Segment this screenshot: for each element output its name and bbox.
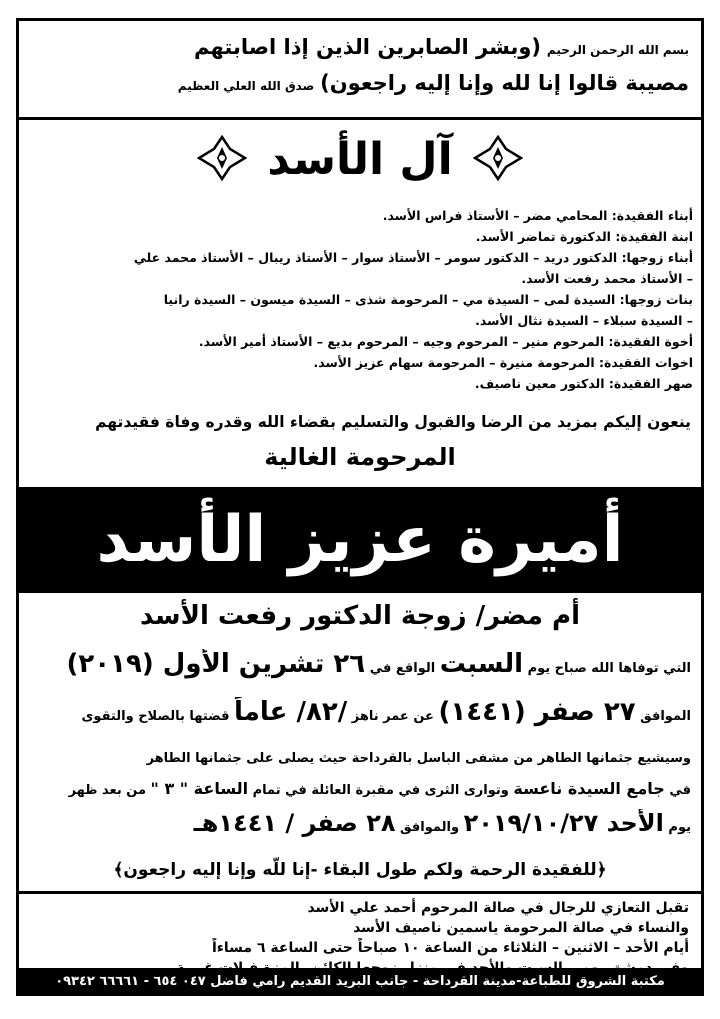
- verse-line-2: [31, 65, 689, 101]
- deceased-name-banner: [16, 487, 704, 593]
- burial-day-line: يوم الأحد ٢٠١٩/١٠/٢٧ والموافق ٢٨ صفر / ١٤٤١هـ: [193, 809, 691, 837]
- printer-footer: مكتبة الشروق للطباعة-مدينة القرداحة - جانب البريد القديم رامي فاضل ٠٤٧ ٦٥٤ - ٦٦٦٦١ ٠٩٣٤٢: [16, 968, 704, 996]
- burial-day: الأحد: [606, 809, 664, 837]
- verse-line-1: [31, 29, 689, 65]
- kin-row: بنات زوجها: السيدة لمى – السيدة مي – المرحومة شذى – السيدة ميسون – السيدة رانيا: [163, 292, 693, 307]
- women-hall: والنساء في صالة المرحومة ياسمين ناصيف الأسد: [353, 920, 689, 936]
- kin-row: – الأستاذ محمد رفعت الأسد.: [521, 271, 693, 286]
- men-hall: تقبل التعازي للرجال في صالة المرحوم أحمد علي الأسد: [307, 900, 689, 916]
- quran-verse-header: [31, 29, 689, 111]
- header-divider: [19, 117, 701, 120]
- mercy-line: ﴿للفقيدة الرحمة ولكم طول البقاء -إنا للّه وإنا إليه راجعون﴾: [113, 860, 607, 880]
- death-date-line: التي توفاها الله صباح يوم السبت الواقع في ٢٦ تشرين الأول (٢٠١٩): [66, 649, 691, 679]
- family-name: آل الأسد: [267, 134, 453, 185]
- burial-hijri: ٢٨ صفر / ١٤٤١هـ: [193, 809, 396, 837]
- kin-row: أخوة الفقيدة: المرحوم منير – المرحوم وجيه – المرحوم بديع – الأستاذ أمير الأسد.: [198, 334, 693, 349]
- hijri-date: ٢٧ صفر (١٤٤١): [438, 697, 636, 727]
- death-day: السبت: [439, 649, 524, 679]
- kin-row: صهر الفقيدة: الدكتور معين ناصيف.: [474, 376, 693, 391]
- burial-hour: الساعة " ٣ ": [150, 779, 249, 798]
- funeral-line-2: في جامع السيدة ناعسة وتوارى الثرى في مقبرة العائلة في تمام الساعة " ٣ " من بعد ظهر: [68, 779, 691, 798]
- burial-date: ٢٠١٩/١٠/٢٧: [463, 809, 607, 837]
- kin-row: – السيدة سبلاء – السيدة نثال الأسد.: [475, 313, 693, 328]
- condolence-hours: أيام الأحد – الاثنين – الثلاثاء من الساعة ١٠ صباحاً حتى الساعة ٦ مساءاً: [211, 940, 689, 956]
- verse-part-2: مصيبة قالوا إنا لله وإنا إليه راجعون): [320, 71, 689, 95]
- ornament-left-icon: [197, 135, 247, 181]
- kin-row: ابنة الفقيدة: الدكتورة تماضر الأسد.: [475, 229, 693, 244]
- hijri-age-line: الموافق ٢٧ صفر (١٤٤١) عن عمر ناهز /٨٢/ عاماً قضتها بالصلاح والتقوى: [81, 697, 691, 727]
- verse-closing: صدق الله العلي العظيم: [177, 79, 315, 93]
- family-name-row: [19, 121, 701, 199]
- death-date: ٢٦ تشرين الأول (٢٠١٩): [66, 649, 366, 679]
- basmala: بسم الله الرحمن الرحيم: [546, 43, 689, 57]
- funeral-line-1: وسيشيع جثمانها الطاهر من مشفى الباسل بالقرداحة حيث يصلى على جثمانها الطاهر: [146, 751, 691, 766]
- deceased-name: أميرة عزيز الأسد: [96, 503, 624, 577]
- condolence-line: ينعون إليكم بمزيد من الرضا والقبول والتسليم بقضاء الله وقدره وفاة فقيدتهم: [95, 413, 691, 431]
- age: /٨٢/ عاماً: [234, 697, 348, 727]
- ornament-right-icon: [473, 135, 523, 181]
- kin-row: اخوات الفقيدة: المرحومة منيرة – المرحومة سهام عزيز الأسد.: [313, 355, 693, 370]
- verse-part-1: (وبشر الصابرين الذين إذا اصابتهم: [194, 35, 541, 59]
- mother-of-line: أم مضر/ زوجة الدكتور رفعت الأسد: [140, 601, 580, 631]
- kin-row: أبناء زوجها: الدكتور دريد – الدكتور سومر – الأستاذ سوار – الأستاذ ريبال – الأستاذ محمد علي: [133, 250, 693, 265]
- mosque-name: جامع السيدة ناعسة: [513, 779, 665, 798]
- obituary-frame: [16, 18, 704, 968]
- relatives-list: [27, 205, 693, 394]
- kin-row: أبناء الفقيدة: المحامي مضر – الأستاذ فراس الأسد.: [382, 208, 693, 223]
- late-title: المرحومة الغالية: [264, 443, 456, 471]
